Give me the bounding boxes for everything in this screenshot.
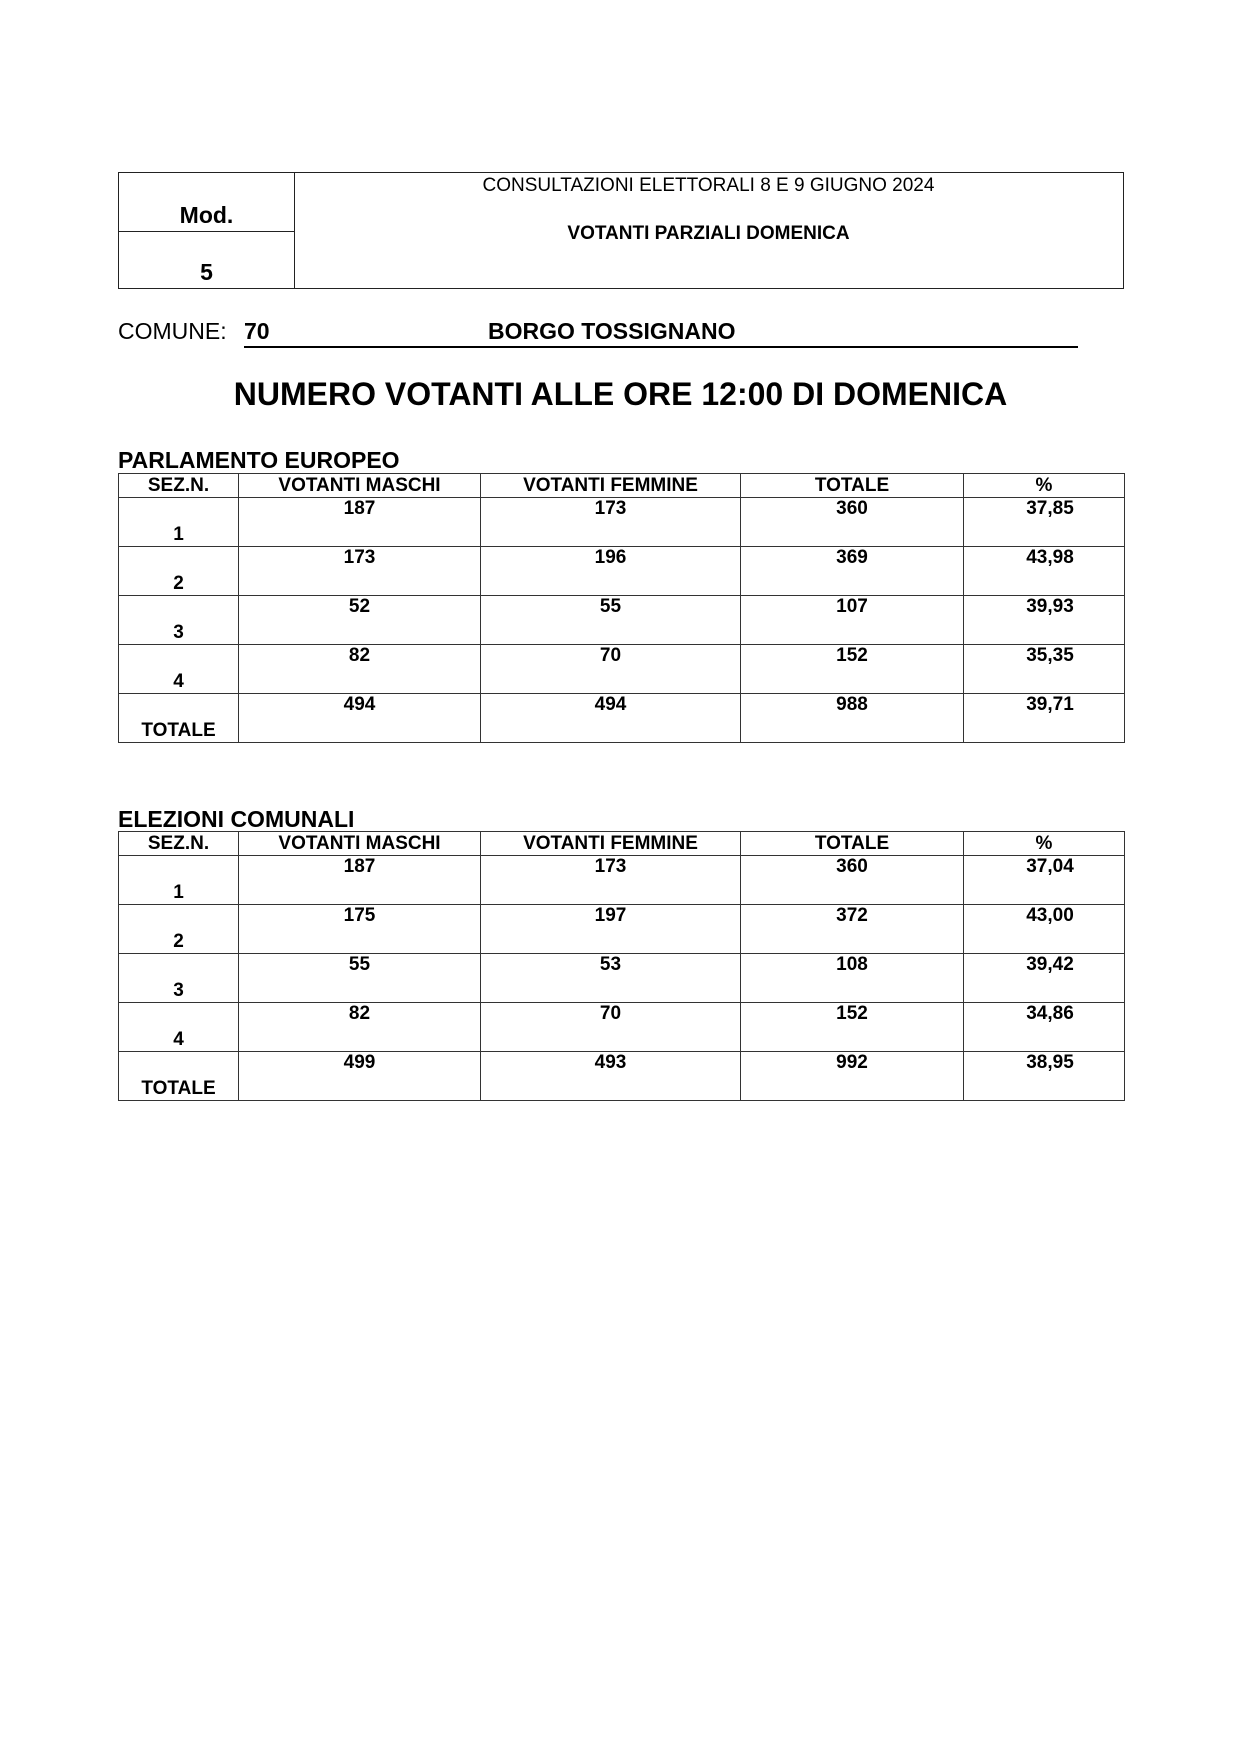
col-header-femmine: VOTANTI FEMMINE — [481, 832, 741, 856]
cell-femmine: 197 — [481, 905, 741, 954]
cell-sez: 2 — [119, 905, 239, 954]
header-subtitle: VOTANTI PARZIALI DOMENICA — [567, 223, 850, 244]
table-row — [119, 856, 1125, 905]
cell-totale: 360 — [741, 856, 964, 905]
cell-maschi: 175 — [239, 905, 481, 954]
cell-sez-total: TOTALE — [119, 694, 239, 743]
col-header-totale: TOTALE — [741, 832, 964, 856]
cell-maschi: 82 — [239, 1003, 481, 1052]
table-row — [119, 596, 1125, 645]
table-header-row — [119, 832, 1125, 856]
col-header-pct: % — [964, 832, 1125, 856]
cell-maschi: 187 — [239, 498, 481, 547]
cell-totale: 372 — [741, 905, 964, 954]
comune-code: 70 — [244, 318, 270, 344]
cell-maschi: 173 — [239, 547, 481, 596]
cell-pct: 37,04 — [964, 856, 1125, 905]
mod-box — [119, 173, 295, 288]
page-title: NUMERO VOTANTI ALLE ORE 12:00 DI DOMENICA — [233, 376, 1008, 412]
cell-femmine: 196 — [481, 547, 741, 596]
col-header-maschi: VOTANTI MASCHI — [239, 474, 481, 498]
cell-pct: 43,00 — [964, 905, 1125, 954]
mod-number-cell — [119, 231, 294, 288]
cell-femmine: 493 — [481, 1052, 741, 1101]
cell-sez: 1 — [119, 498, 239, 547]
cell-sez: 4 — [119, 645, 239, 694]
col-header-pct: % — [964, 474, 1125, 498]
section-title-comunali: ELEZIONI COMUNALI — [118, 806, 355, 832]
cell-sez: 2 — [119, 547, 239, 596]
cell-sez-total: TOTALE — [119, 1052, 239, 1101]
comune-label: COMUNE: — [118, 318, 227, 344]
table-row — [119, 1003, 1125, 1052]
table-row — [119, 905, 1125, 954]
cell-maschi: 82 — [239, 645, 481, 694]
col-header-femmine: VOTANTI FEMMINE — [481, 474, 741, 498]
cell-pct: 37,85 — [964, 498, 1125, 547]
cell-femmine: 55 — [481, 596, 741, 645]
cell-pct: 34,86 — [964, 1003, 1125, 1052]
comune-name: BORGO TOSSIGNANO — [488, 318, 736, 344]
table-total-row — [119, 694, 1125, 743]
cell-pct: 43,98 — [964, 547, 1125, 596]
cell-maschi: 494 — [239, 694, 481, 743]
cell-maschi: 187 — [239, 856, 481, 905]
table-row — [119, 645, 1125, 694]
cell-totale: 152 — [741, 1003, 964, 1052]
table-row — [119, 954, 1125, 1003]
table-comunali — [118, 831, 1125, 1101]
cell-totale: 369 — [741, 547, 964, 596]
cell-pct: 35,35 — [964, 645, 1125, 694]
cell-femmine: 70 — [481, 645, 741, 694]
col-header-sez: SEZ.N. — [119, 474, 239, 498]
cell-femmine: 494 — [481, 694, 741, 743]
comune-line — [118, 318, 1078, 348]
cell-sez: 3 — [119, 596, 239, 645]
col-header-totale: TOTALE — [741, 474, 964, 498]
mod-number: 5 — [200, 259, 213, 285]
header-title-box — [294, 173, 1123, 288]
mod-label: Mod. — [179, 202, 234, 228]
header-box — [118, 172, 1124, 289]
cell-femmine: 70 — [481, 1003, 741, 1052]
cell-totale: 108 — [741, 954, 964, 1003]
col-header-maschi: VOTANTI MASCHI — [239, 832, 481, 856]
cell-sez: 3 — [119, 954, 239, 1003]
cell-pct: 38,95 — [964, 1052, 1125, 1101]
mod-label-cell — [119, 173, 294, 232]
cell-sez: 1 — [119, 856, 239, 905]
cell-maschi: 55 — [239, 954, 481, 1003]
cell-totale: 992 — [741, 1052, 964, 1101]
cell-maschi: 499 — [239, 1052, 481, 1101]
consultation-title: CONSULTAZIONI ELETTORALI 8 E 9 GIUGNO 2024 — [482, 175, 935, 196]
section-title-europeo: PARLAMENTO EUROPEO — [118, 447, 400, 473]
cell-totale: 360 — [741, 498, 964, 547]
cell-pct: 39,42 — [964, 954, 1125, 1003]
table-header-row — [119, 474, 1125, 498]
cell-pct: 39,93 — [964, 596, 1125, 645]
cell-sez: 4 — [119, 1003, 239, 1052]
cell-femmine: 173 — [481, 498, 741, 547]
col-header-sez: SEZ.N. — [119, 832, 239, 856]
table-row — [119, 547, 1125, 596]
comune-underline — [244, 346, 1078, 348]
cell-pct: 39,71 — [964, 694, 1125, 743]
cell-maschi: 52 — [239, 596, 481, 645]
table-europeo — [118, 473, 1125, 743]
table-total-row — [119, 1052, 1125, 1101]
table-row — [119, 498, 1125, 547]
cell-femmine: 173 — [481, 856, 741, 905]
cell-totale: 988 — [741, 694, 964, 743]
cell-femmine: 53 — [481, 954, 741, 1003]
cell-totale: 107 — [741, 596, 964, 645]
cell-totale: 152 — [741, 645, 964, 694]
